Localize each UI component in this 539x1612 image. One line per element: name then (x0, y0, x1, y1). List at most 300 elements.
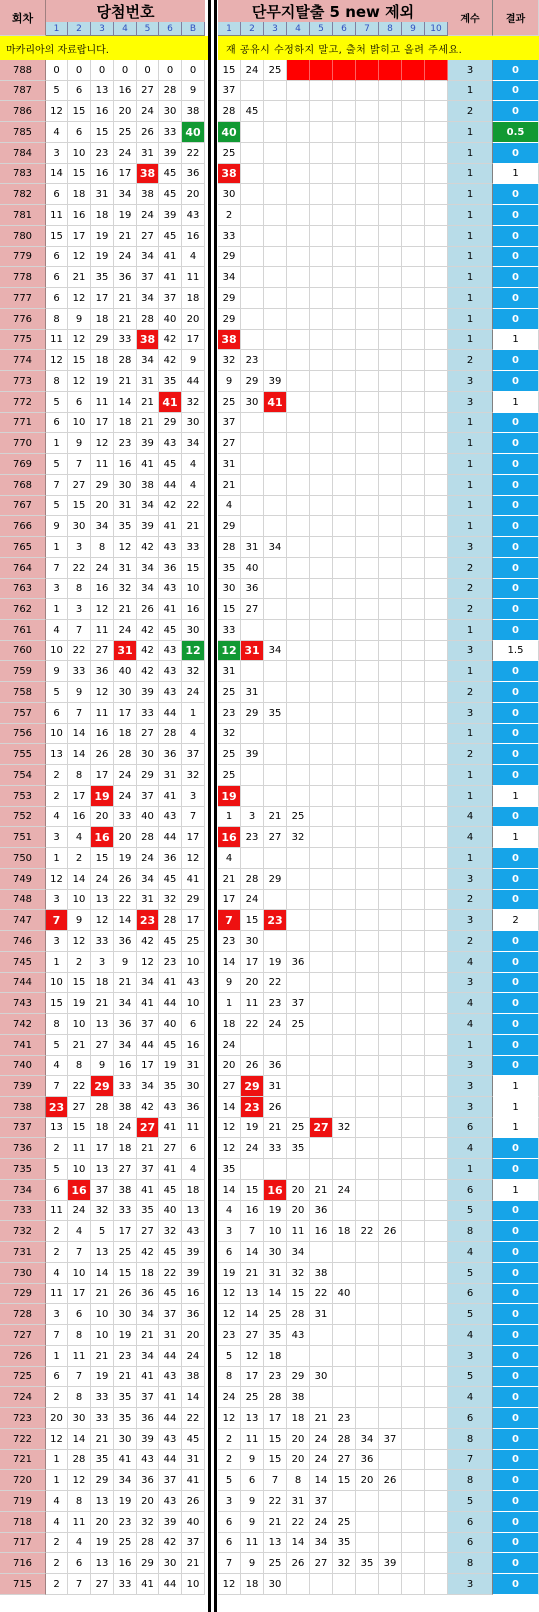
excluded-number: 29 (241, 371, 264, 392)
winning-number: 12 (68, 330, 91, 350)
empty-cell (379, 330, 402, 350)
count-value: 4 (448, 807, 493, 827)
excluded-number: 25 (218, 682, 241, 703)
empty-cell (333, 1242, 356, 1263)
winning-number: 2 (68, 848, 91, 869)
result-value: 0 (493, 1450, 539, 1470)
empty-cell (425, 433, 448, 454)
empty-cell (402, 827, 425, 848)
result-value: 0 (493, 1387, 539, 1408)
empty-cell (333, 1035, 356, 1056)
empty-cell (425, 288, 448, 309)
empty-cell (333, 516, 356, 537)
winning-number: 32 (182, 392, 205, 413)
winning-number: 12 (137, 952, 159, 973)
excluded-number: 35 (287, 1138, 310, 1159)
excluded-number: 18 (218, 1014, 241, 1035)
winning-number: 42 (137, 620, 159, 641)
empty-cell (264, 143, 287, 164)
empty-cell (425, 579, 448, 599)
winning-number: 33 (182, 537, 205, 558)
winning-number: 42 (137, 1242, 159, 1263)
count-value: 6 (448, 1284, 493, 1304)
winning-number: 45 (159, 454, 182, 475)
empty-cell (379, 247, 402, 267)
round-number: 776 (0, 309, 46, 330)
excluded-number: 38 (287, 1387, 310, 1408)
round-number: 715 (0, 1574, 46, 1595)
winning-number: 29 (91, 475, 114, 496)
empty-cell (402, 1429, 425, 1450)
winning-number: 4 (182, 724, 205, 744)
winning-number: 24 (114, 620, 137, 641)
excluded-number: 6 (218, 1512, 241, 1533)
excluded-number: 35 (264, 703, 287, 724)
winning-number: 6 (68, 81, 91, 101)
winning-number: 34 (137, 558, 159, 579)
empty-cell (333, 226, 356, 247)
winning-number: 34 (137, 973, 159, 993)
excluded-number: 9 (241, 1450, 264, 1470)
empty-cell (425, 496, 448, 516)
result-value: 0 (493, 973, 539, 993)
winning-number: 16 (91, 164, 114, 184)
empty-cell (402, 765, 425, 786)
winning-number: 5 (46, 81, 68, 101)
winning-number: 13 (91, 1491, 114, 1512)
empty-cell (287, 890, 310, 910)
empty-cell (287, 1159, 310, 1180)
empty-cell (379, 371, 402, 392)
empty-cell (310, 454, 333, 475)
winning-number: 39 (137, 1429, 159, 1450)
empty-cell (287, 579, 310, 599)
count-value: 3 (448, 371, 493, 392)
winning-number: 45 (159, 184, 182, 205)
winning-number: 35 (137, 1201, 159, 1221)
empty-cell (402, 869, 425, 890)
winning-number: 34 (137, 496, 159, 516)
excluded-number: 24 (218, 1387, 241, 1408)
empty-cell (264, 122, 287, 143)
round-number: 760 (0, 641, 46, 661)
empty-cell (425, 765, 448, 786)
winning-number: 43 (159, 1429, 182, 1450)
empty-cell (333, 890, 356, 910)
empty-cell (356, 1118, 379, 1138)
winning-number: 8 (68, 579, 91, 599)
round-number: 726 (0, 1346, 46, 1367)
empty-cell (356, 599, 379, 620)
empty-cell (425, 122, 448, 143)
winning-number: 18 (91, 205, 114, 226)
empty-cell (264, 1159, 287, 1180)
empty-cell (379, 1242, 402, 1263)
winning-number: 45 (159, 1284, 182, 1304)
winning-number: 20 (137, 1491, 159, 1512)
winning-number: 36 (159, 558, 182, 579)
winning-number: 33 (91, 1408, 114, 1429)
empty-cell (310, 1097, 333, 1118)
empty-cell (333, 1138, 356, 1159)
count-value: 1 (448, 765, 493, 786)
winning-number: 31 (182, 1056, 205, 1076)
excluded-number: 24 (310, 1429, 333, 1450)
empty-cell (310, 620, 333, 641)
excluded-number: 16 (264, 1180, 287, 1201)
empty-cell (287, 1056, 310, 1076)
empty-cell (356, 661, 379, 682)
winning-number: 41 (159, 973, 182, 993)
empty-cell (356, 786, 379, 807)
winning-number: 20 (91, 496, 114, 516)
empty-cell (425, 993, 448, 1014)
count-value: 4 (448, 1325, 493, 1346)
excluded-number: 25 (218, 392, 241, 413)
winning-number: 18 (68, 184, 91, 205)
count-value: 1 (448, 81, 493, 101)
count-value: 1 (448, 1035, 493, 1056)
excluded-number: 26 (379, 1470, 402, 1491)
winning-number: 6 (68, 122, 91, 143)
result-value: 0 (493, 1325, 539, 1346)
excluded-number: 28 (264, 1387, 287, 1408)
winning-number: 16 (182, 226, 205, 247)
empty-cell (333, 392, 356, 413)
empty-cell (402, 682, 425, 703)
excluded-number: 40 (241, 558, 264, 579)
winning-number: 34 (182, 433, 205, 454)
winning-number: 24 (182, 1346, 205, 1367)
winning-number: 44 (159, 1450, 182, 1470)
winning-number: 16 (91, 101, 114, 122)
winning-number: 8 (91, 537, 114, 558)
empty-cell (425, 350, 448, 371)
winning-number: 24 (68, 1201, 91, 1221)
result-value: 0 (493, 60, 539, 81)
empty-cell (379, 309, 402, 330)
empty-cell (310, 973, 333, 993)
winning-number: 10 (182, 993, 205, 1014)
empty-cell (425, 1512, 448, 1533)
empty-cell (425, 869, 448, 890)
empty-cell (425, 1491, 448, 1512)
empty-cell (425, 454, 448, 475)
winning-number: 17 (114, 703, 137, 724)
empty-cell (356, 1284, 379, 1304)
count-value: 2 (448, 350, 493, 371)
winning-number: 39 (182, 1242, 205, 1263)
empty-cell (356, 454, 379, 475)
empty-cell (310, 267, 333, 288)
count-value: 2 (448, 599, 493, 620)
excluded-number: 37 (287, 993, 310, 1014)
winning-number: 23 (159, 952, 182, 973)
empty-cell (402, 288, 425, 309)
winning-number: 11 (46, 1284, 68, 1304)
winning-number: 39 (137, 682, 159, 703)
winning-number: 7 (182, 807, 205, 827)
empty-cell (425, 558, 448, 579)
round-number: 758 (0, 682, 46, 703)
empty-cell (264, 599, 287, 620)
empty-cell (287, 973, 310, 993)
empty-cell (425, 1408, 448, 1429)
excluded-number: 20 (287, 1180, 310, 1201)
winning-number: 45 (182, 1429, 205, 1450)
winning-number: 15 (68, 496, 91, 516)
empty-cell (310, 413, 333, 433)
winning-number: 29 (159, 413, 182, 433)
empty-cell (264, 496, 287, 516)
empty-cell (379, 993, 402, 1014)
excluded-number: 27 (264, 827, 287, 848)
winning-number: 10 (68, 1159, 91, 1180)
empty-cell (402, 164, 425, 184)
count-value: 3 (448, 1346, 493, 1367)
empty-cell (287, 330, 310, 350)
excluded-number: 29 (218, 288, 241, 309)
winning-number: 41 (182, 1470, 205, 1491)
winning-number: 33 (114, 1574, 137, 1595)
round-number: 746 (0, 931, 46, 952)
empty-cell (356, 1159, 379, 1180)
empty-cell (402, 1138, 425, 1159)
excluded-number: 20 (218, 1056, 241, 1076)
excluded-number: 17 (241, 952, 264, 973)
winning-number: 24 (91, 558, 114, 579)
winning-number: 11 (46, 330, 68, 350)
empty-cell (333, 1346, 356, 1367)
excluded-number: 30 (264, 1242, 287, 1263)
round-number: 757 (0, 703, 46, 724)
count-value: 1 (448, 413, 493, 433)
winning-number: 38 (137, 184, 159, 205)
winning-number: 7 (68, 1574, 91, 1595)
excluded-number: 25 (264, 1304, 287, 1325)
empty-cell (287, 744, 310, 765)
empty-cell (425, 1242, 448, 1263)
empty-cell (425, 786, 448, 807)
result-value: 0 (493, 1201, 539, 1221)
winning-number: 7 (68, 1242, 91, 1263)
winning-number: 25 (114, 122, 137, 143)
winning-number: 17 (91, 765, 114, 786)
empty-cell (379, 1387, 402, 1408)
round-number: 752 (0, 807, 46, 827)
empty-cell (333, 1491, 356, 1512)
excluded-number: 27 (333, 1450, 356, 1470)
winning-number: 31 (137, 890, 159, 910)
winning-number: 27 (91, 1574, 114, 1595)
winning-number: 21 (91, 1346, 114, 1367)
excluded-number: 20 (241, 973, 264, 993)
count-value: 6 (448, 1512, 493, 1533)
empty-cell (379, 827, 402, 848)
empty-cell (402, 807, 425, 827)
empty-cell (333, 122, 356, 143)
round-number: 753 (0, 786, 46, 807)
winning-number: 21 (68, 1035, 91, 1056)
round-number: 751 (0, 827, 46, 848)
excluded-number: 23 (241, 350, 264, 371)
count-value: 1 (448, 288, 493, 309)
empty-cell (310, 247, 333, 267)
exclude-column-header: 6 (333, 22, 356, 36)
excluded-number: 39 (241, 744, 264, 765)
round-number: 756 (0, 724, 46, 744)
winning-number: 9 (46, 661, 68, 682)
excluded-number: 30 (218, 579, 241, 599)
empty-cell (287, 496, 310, 516)
empty-cell (425, 952, 448, 973)
winning-number: 3 (46, 579, 68, 599)
empty-cell (356, 350, 379, 371)
count-value: 2 (448, 579, 493, 599)
result-value: 0 (493, 1284, 539, 1304)
empty-cell (310, 143, 333, 164)
winning-number: 29 (137, 1553, 159, 1574)
winning-number: 42 (159, 350, 182, 371)
winning-number: 42 (137, 641, 159, 661)
empty-cell (379, 496, 402, 516)
excluded-number: 9 (241, 1553, 264, 1574)
empty-cell (402, 350, 425, 371)
empty-cell (402, 496, 425, 516)
winning-number: 17 (91, 288, 114, 309)
count-value: 3 (448, 703, 493, 724)
excluded-number: 15 (241, 910, 264, 931)
winning-number: 12 (68, 1470, 91, 1491)
excluded-number: 15 (241, 1180, 264, 1201)
winning-number: 41 (137, 454, 159, 475)
winning-number: 24 (114, 786, 137, 807)
empty-cell (310, 765, 333, 786)
count-value: 1 (448, 1159, 493, 1180)
winning-number: 16 (114, 1553, 137, 1574)
excluded-number: 31 (241, 682, 264, 703)
empty-cell (379, 973, 402, 993)
excluded-number: 23 (264, 910, 287, 931)
excluded-number: 31 (241, 641, 264, 661)
winning-number: 18 (182, 1180, 205, 1201)
empty-cell (287, 1076, 310, 1097)
result-value: 0 (493, 1429, 539, 1450)
result-value: 0 (493, 952, 539, 973)
result-header: 결과 (493, 0, 539, 36)
winning-number: 13 (46, 744, 68, 765)
empty-cell (425, 1325, 448, 1346)
result-value: 0 (493, 516, 539, 537)
empty-cell (241, 164, 264, 184)
winning-number: 3 (182, 786, 205, 807)
winning-number: 9 (182, 350, 205, 371)
winning-number: 28 (91, 1097, 114, 1118)
empty-cell (425, 1284, 448, 1304)
empty-cell (287, 288, 310, 309)
excluded-number: 8 (287, 1470, 310, 1491)
result-value: 1 (493, 330, 539, 350)
excluded-number: 20 (287, 1429, 310, 1450)
winning-number: 26 (137, 122, 159, 143)
empty-cell (310, 682, 333, 703)
winning-number: 23 (114, 1512, 137, 1533)
winning-number: 12 (91, 910, 114, 931)
winning-number: 18 (114, 724, 137, 744)
empty-cell (356, 869, 379, 890)
winning-number: 11 (46, 205, 68, 226)
empty-cell (402, 641, 425, 661)
winning-number: 22 (68, 558, 91, 579)
empty-cell (402, 537, 425, 558)
excluded-number: 2 (218, 1450, 241, 1470)
winning-number: 9 (182, 81, 205, 101)
empty-cell (402, 247, 425, 267)
round-number: 723 (0, 1408, 46, 1429)
round-number: 755 (0, 744, 46, 765)
winning-number: 16 (68, 807, 91, 827)
empty-cell (356, 724, 379, 744)
winning-number: 29 (91, 330, 114, 350)
excluded-number: 34 (264, 641, 287, 661)
empty-cell (402, 786, 425, 807)
winning-number: 5 (46, 1159, 68, 1180)
result-value: 0 (493, 661, 539, 682)
empty-cell (310, 1014, 333, 1035)
winning-number: 16 (182, 1284, 205, 1304)
empty-cell (379, 1450, 402, 1470)
excluded-number: 14 (241, 1242, 264, 1263)
winning-number: 30 (114, 475, 137, 496)
count-value: 3 (448, 1574, 493, 1595)
result-value: 0 (493, 1512, 539, 1533)
winning-number: 28 (159, 81, 182, 101)
winning-number: 7 (46, 475, 68, 496)
result-value: 0 (493, 143, 539, 164)
winning-number: 3 (46, 143, 68, 164)
result-value: 0 (493, 1574, 539, 1595)
winning-number: 19 (114, 1491, 137, 1512)
empty-cell (356, 1076, 379, 1097)
result-value: 1 (493, 1118, 539, 1138)
round-number: 735 (0, 1159, 46, 1180)
empty-cell (379, 1159, 402, 1180)
winning-number: 20 (91, 807, 114, 827)
empty-cell (287, 1574, 310, 1595)
excluded-number: 33 (218, 620, 241, 641)
empty-cell (379, 392, 402, 413)
excluded-number: 30 (218, 184, 241, 205)
winning-number: 30 (114, 1429, 137, 1450)
empty-cell (402, 392, 425, 413)
empty-cell (310, 744, 333, 765)
empty-cell (287, 869, 310, 890)
winning-number: 11 (46, 1201, 68, 1221)
winning-number: 1 (46, 1450, 68, 1470)
winning-number: 19 (91, 226, 114, 247)
winning-number: 1 (46, 1470, 68, 1491)
count-value: 5 (448, 1263, 493, 1284)
excluded-number: 17 (264, 1408, 287, 1429)
winning-number: 36 (182, 1304, 205, 1325)
winning-number: 24 (91, 869, 114, 890)
count-value: 5 (448, 1491, 493, 1512)
winning-number: 36 (114, 267, 137, 288)
empty-cell (287, 682, 310, 703)
winning-number: 23 (91, 143, 114, 164)
excluded-number: 14 (218, 952, 241, 973)
excluded-number: 4 (218, 1201, 241, 1221)
